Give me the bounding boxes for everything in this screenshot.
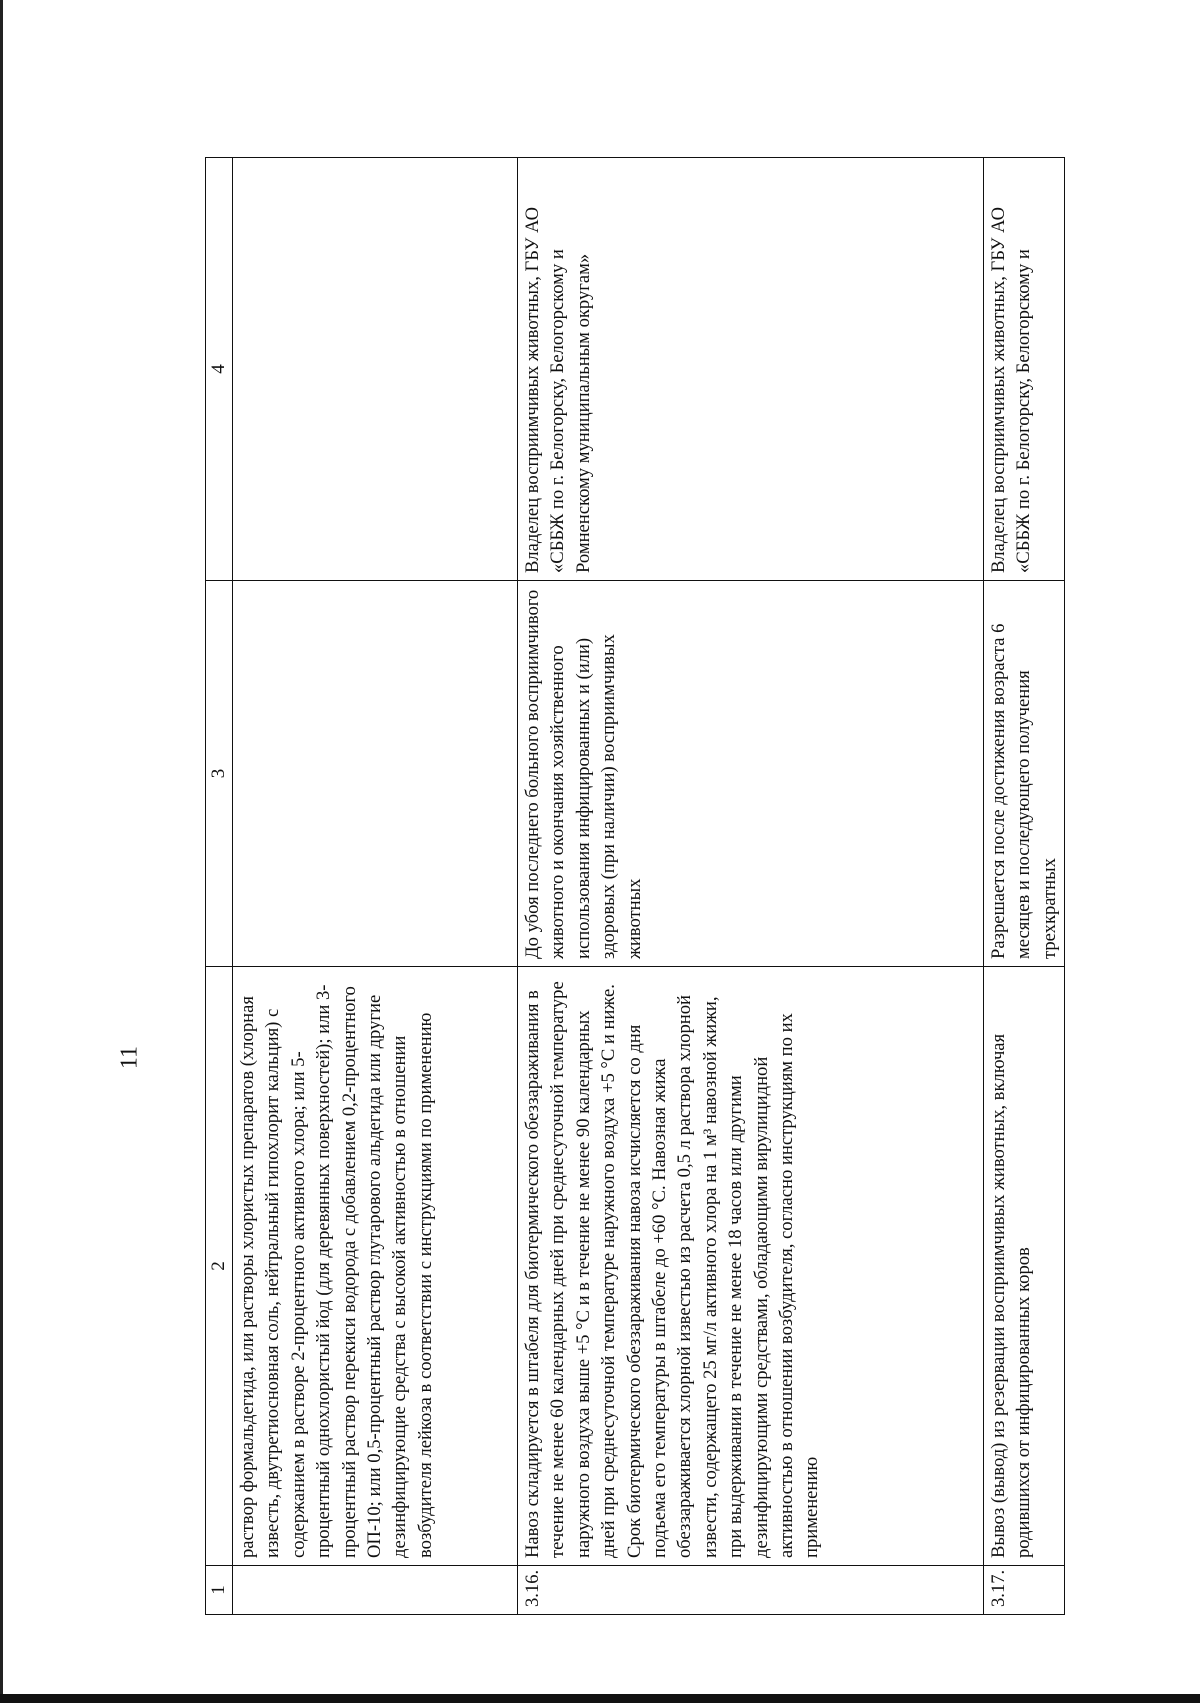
responsible-cell [984, 158, 1065, 581]
measures-table [205, 157, 1065, 1615]
measure-cell [233, 967, 518, 1566]
row-number-cell [233, 1566, 518, 1615]
table-row [233, 158, 518, 1615]
column-header-1: 1 [206, 1566, 233, 1615]
term-cell [518, 581, 984, 967]
row-number-cell: 3.16. [518, 1566, 984, 1615]
table-header-row [206, 158, 233, 1615]
column-header-2: 2 [206, 967, 233, 1566]
responsible-cell [518, 158, 984, 581]
term-cell [233, 581, 518, 967]
measure-text: Навоз складируется в штабеля для биотермического обеззараживания в течение не менее 60 календарных дней при среднесуточной температуре наружного воздуха выше +5 °С и в течение не менее 90 календарных дней при среднесуточной температуре наружного воздуха +5 °С и ниже. Срок биотермического обеззараживания навоза исчисляется со дня подъема его температуры в штабеле до +60 °С. Навозная жижа обеззараживается хлорной известью из расчета 0,5 л раствора хлорной извести, содержащего 25 мг/л активного хлора на 1 м³ навозной жижи, при выдерживании в течение не менее 18 часов или другими дезинфицирующими средствами, обладающими вирулицидной активностью в отношении возбудителя, согласно инструкциям по их применению [522, 981, 823, 1558]
responsible-text: Владелец восприимчивых животных, ГБУ АО «СББЖ по г. Белогорску, Белогорскому и [988, 206, 1035, 573]
measure-text: раствор формальдегида, или растворы хлористых препаратов (хлорная известь, двутретиосновная соль, нейтральный гипохлорит кальция) с содержанием в растворе 2-процентного активного хлора; или 5-процентный однохлористый йод (для деревянных поверхностей); или 3-процентный раствор перекиси водорода с добавлением 0,2-процентного ОП-10; или 0,5-процентный раствор глутарового альдегида или другие дезинфицирующие средства с высокой активностью в отношении возбудителя лейкоза в соответствии с инструкциями по применению [237, 984, 436, 1558]
measure-cell [518, 967, 984, 1566]
column-header-3: 3 [206, 581, 233, 967]
responsible-cell [233, 158, 518, 581]
measure-cell [984, 967, 1065, 1566]
row-number-cell: 3.17. [984, 1566, 1065, 1615]
rotated-table-sheet [205, 158, 1060, 1615]
column-header-4: 4 [206, 158, 233, 581]
scan-edge-bottom [0, 1694, 1200, 1703]
measure-text: Вывоз (вывод) из резервации восприимчивых животных, включая родившихся от инфицированных коров [988, 1033, 1035, 1558]
term-text: Разрешается после достижения возраста 6 месяцев и последующего получения трехкратных [988, 623, 1060, 959]
table-row [518, 158, 984, 1615]
page-number: 11 [116, 1045, 143, 1070]
table-row [984, 158, 1065, 1615]
scan-edge-left [0, 0, 3, 1703]
term-cell [984, 581, 1065, 967]
responsible-text: Владелец восприимчивых животных, ГБУ АО «СББЖ по г. Белогорску, Белогорскому и Ромненскому муниципальным округам» [522, 206, 594, 573]
term-text: До убоя последнего больного восприимчивого животного и окончания хозяйственного использования инфицированных и (или) здоровых (при наличии) восприимчивых животных [522, 589, 645, 959]
